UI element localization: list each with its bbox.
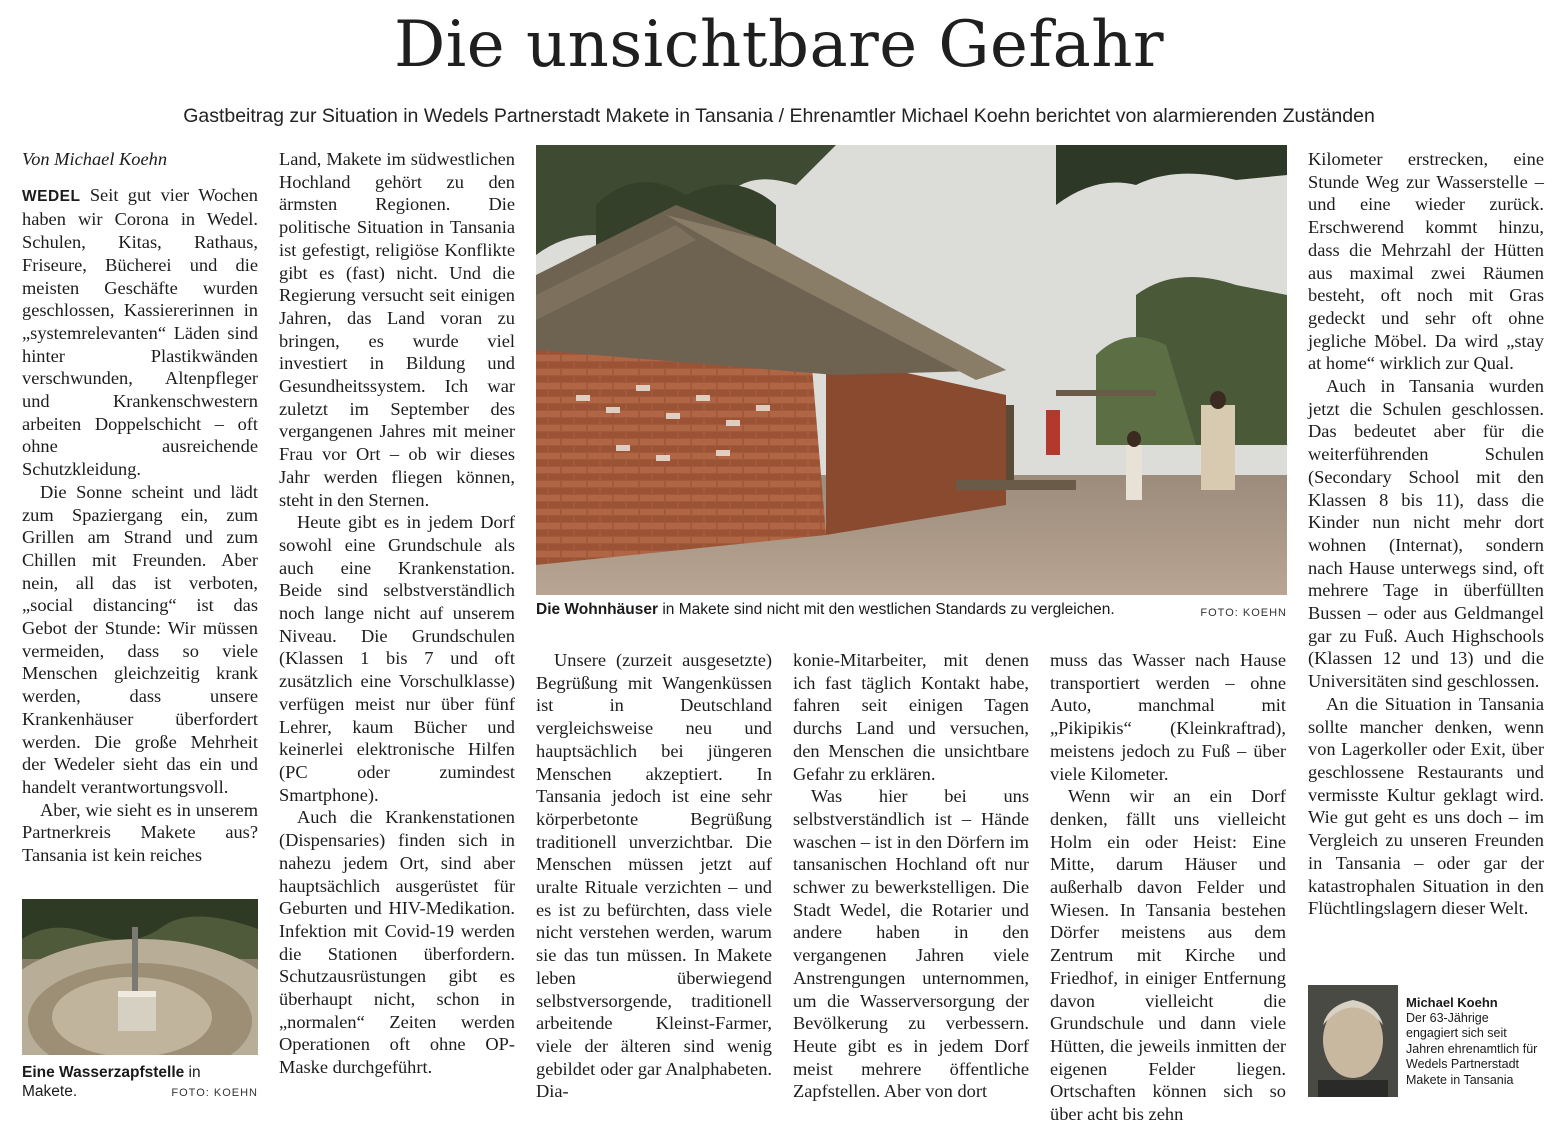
column-2 xyxy=(279,148,515,1079)
photo-credit: FOTO: KOEHN xyxy=(1200,607,1287,619)
column-1 xyxy=(22,148,258,867)
paragraph: Auch in Tansania wurden jetzt die Schulen geschlossen. Das bedeutet aber für die weiterführenden Schulen (Secondary School mit den Klassen 8 bis 11), dass die Kinder nun nicht mehr dort wohnen (Internat), sondern nach Hause unterwegs sind, oft mehrere Tage in überfüllten Bussen – oder aus Geldmangel gar zu Fuß. Auch Highschools (Klassen 12 und 13) und die Universitäten sind geschlossen. xyxy=(1308,376,1544,692)
subheadline: Gastbeitrag zur Situation in Wedels Partnerstadt Makete in Tansania / Ehrenamtler Michael Koehn berichtet von alarmierenden Zuständen xyxy=(183,105,1375,127)
author-box xyxy=(1406,995,1542,1088)
paragraph: Auch die Krankenstationen (Dispensaries) finden sich in nahezu jedem Ort, sind aber hauptsächlich ausgerüstet für Geburten und HIV-Medikation. Infektion mit Covid-19 werden die Stationen überfordern. Schutzausrüstungen gibt es überhaupt nicht, schon in „normalen“ Zeiten werden Operationen oft ohne OP-Maske durchgeführt. xyxy=(279,807,515,1078)
paragraph: Wenn wir an ein Dorf denken, fällt uns vielleicht Holm ein oder Heist: Eine Mitte, darum Häuser und außerhalb davon Felder und Wiesen. In Tansania bestehen Dörfer meistens aus dem Zentrum mit Kirche und Friedhof, in einiger Entfernung davon vielleicht die Grundschule und dann viele Hütten, die jeweils inmitten der eigenen Felder liegen. Ortschaften können sich so über acht bis zehn xyxy=(1050,786,1286,1125)
paragraph: Die Sonne scheint und lädt zum Spaziergang ein, zum Grillen am Strand und zum Chillen mit Freunden. Aber nein, all das ist verboten, „social distancing“ ist das Gebot der Stunde: Wir müssen vermeiden, dass so viele Menschen gleichzeitig krank werden, dass unsere Krankenhäuser überfordert werden. Die große Mehrheit der Wedeler sieht das ein und handelt verantwortungsvoll. xyxy=(22,481,258,797)
author-name: Michael Koehn xyxy=(1406,995,1498,1010)
water-tap-photo xyxy=(22,899,258,1055)
water-tap-caption xyxy=(22,1063,258,1101)
author-portrait xyxy=(1308,985,1398,1097)
paragraph-text: Seit gut vier Wochen haben wir Corona in Wedel. Schulen, Kitas, Rathaus, Friseure, Bücherei und die meisten Geschäfte wurden geschlossen, Kassiererinnen in „systemrelevanten“ Läden sind hinter Plastikwänden verschwunden, Altenpfleger und Krankenschwestern arbeiten Doppelschicht – oft ohne ausreichende Schutzkleidung. xyxy=(22,184,258,480)
dateline: WEDEL xyxy=(22,187,81,205)
paragraph: Land, Makete im südwestlichen Hochland gehört zu den ärmsten Regionen. Die politische Situation in Tansania ist gefestigt, religiöse Konflikte gibt es (fast) nicht. Und die Regierung versucht seit einigen Jahren, das Land voran zu bringen, es wurde viel investiert in Bildung und Gesundheitssystem. Ich war zuletzt im September des vergangenen Jahres mit meiner Frau vor Ort – ob wir dieses Jahr werden fliegen können, steht in den Sternen. xyxy=(279,149,515,510)
author-photo xyxy=(1308,985,1398,1097)
paragraph: Was hier bei uns selbstverständlich ist – Hände waschen – ist in den Dörfern im tansanischen Hochland oft nur schwer zu bewerkstelligen. Die Stadt Wedel, die Rotarier und andere haben in den vergangenen Jahren viele Anstrengungen unternommen, um die Wasserversorgung der Bevölkerung zu verbessern. Heute gibt es in jedem Dorf meist mehrere öffentliche Zapfstellen. Aber von dort xyxy=(793,786,1029,1102)
paragraph: muss das Wasser nach Hause transportiert werden – ohne Auto, manchmal mit „Pikipikis“ (Kleinkraftrad), meistens jedoch zu Fuß – über viele Kilometer. xyxy=(1050,650,1286,784)
caption-text: in Makete sind nicht mit den westlichen Standards zu vergleichen. xyxy=(658,601,1115,618)
column-3 xyxy=(536,649,772,1103)
headline: Die unsichtbare Gefahr xyxy=(393,8,1165,82)
caption-text: in Makete. xyxy=(22,1064,201,1100)
author-bio: Der 63-Jährige engagiert sich seit Jahren ehrenamtlich für Wedels Partnerstadt Makete in Tansania xyxy=(1406,1010,1538,1087)
caption-bold: Eine Wasserzapfstelle xyxy=(22,1064,185,1081)
column-4 xyxy=(793,649,1029,1103)
paragraph: Kilometer erstrecken, eine Stunde Weg zur Wasserstelle – und eine wieder zurück. Erschwerend kommt hinzu, dass die Mehrzahl der Hütten aus maximal zwei Räumen besteht, oft noch mit Gras gedeckt und sehr oft ohne jegliche Möbel. Da wird „stay at home“ wirklich zur Qual. xyxy=(1308,149,1544,374)
byline: Von Michael Koehn xyxy=(22,149,168,169)
caption-bold: Die Wohnhäuser xyxy=(536,601,659,618)
paragraph: konie-Mitarbeiter, mit denen ich fast täglich Kontakt habe, fahren seit einigen Tagen durchs Land und versuchen, den Menschen die unsichtbare Gefahr zu erklären. xyxy=(793,650,1029,784)
paragraph: Aber, wie sieht es in unserem Partnerkreis Makete aus? Tansania ist kein reiches xyxy=(22,799,258,866)
water-tap-image xyxy=(22,899,258,1055)
photo-credit: FOTO: KOEHN xyxy=(171,1087,258,1099)
column-6 xyxy=(1308,148,1544,920)
brick-house-image xyxy=(536,145,1287,595)
column-5 xyxy=(1050,649,1286,1126)
paragraph: An die Situation in Tansania sollte mancher denken, wenn von Lagerkoller oder Exit, über geschlossene Restaurants und vermisste Kultur geklagt wird. Wie gut geht es uns doch – im Vergleich zu unseren Freunden in Tansania – oder gar der katastrophalen Situation in den Flüchtlingslagern dieser Welt. xyxy=(1308,693,1544,919)
main-photo-caption xyxy=(536,600,1287,619)
paragraph: Heute gibt es in jedem Dorf sowohl eine Grundschule als auch eine Krankenstation. Beide sind selbstverständlich noch lange nicht auf unserem Niveau. Die Grundschulen (Klassen 1 bis 7 und oft zusätzlich eine Vorschulklasse) verfügen meist nur über fünf Lehrer, kaum Bücher und keinerlei elektronische Hilfen (PC oder zumindest Smartphone). xyxy=(279,512,515,805)
paragraph xyxy=(22,184,258,481)
paragraph: Unsere (zurzeit ausgesetzte) Begrüßung mit Wangenküssen ist in Deutschland vergleichsweise neu und hauptsächlich bei jüngeren Menschen akzeptiert. In Tansania jedoch ist eine sehr körperbetonte Begrüßung traditionell unverzichtbar. Die Menschen müssen jetzt auf uralte Rituale verzichten – und es ist zu befürchten, dass viele nicht verstehen werden, warum sie das tun müssen. In Makete leben überwiegend selbstversorgende, traditionell arbeitende Kleinst-Farmer, viele der älteren sind wenig gebildet oder gar Analphabeten. Dia- xyxy=(536,650,772,1102)
main-photo xyxy=(536,145,1287,595)
